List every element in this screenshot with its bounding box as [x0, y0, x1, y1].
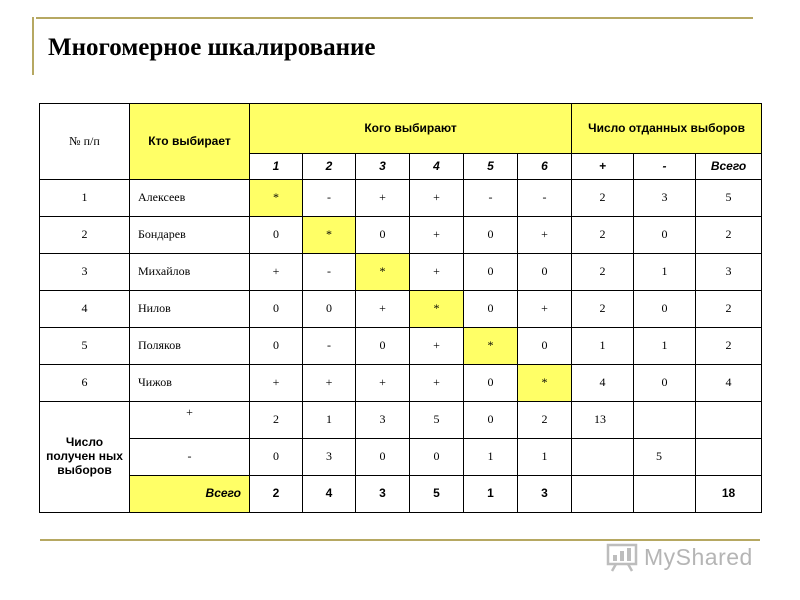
received-plus-row [40, 402, 762, 439]
header-received-choices: Число получен ных выборов [40, 402, 130, 513]
chooser-name: Нилов [130, 291, 250, 328]
subheader-cell: 3 [356, 154, 410, 180]
choice-cell: + [250, 254, 303, 291]
given-minus-cell: 3 [634, 180, 696, 217]
subheader-cell: 4 [410, 154, 464, 180]
scaling-table [39, 103, 762, 513]
given-total-cell: 4 [696, 365, 762, 402]
given-total-cell: 2 [696, 217, 762, 254]
received-minus-label: - [130, 439, 250, 476]
choice-cell: 0 [464, 365, 518, 402]
received-cell: 3 [303, 439, 356, 476]
header-num: № п/п [40, 104, 130, 180]
choice-cell: 0 [518, 328, 572, 365]
choice-cell: + [356, 365, 410, 402]
slide-title: Многомерное шкалирование [48, 34, 376, 61]
chooser-name: Алексеев [130, 180, 250, 217]
choice-cell: + [410, 217, 464, 254]
choice-cell: - [303, 328, 356, 365]
row-number: 6 [40, 365, 130, 402]
given-minus-cell: 0 [634, 365, 696, 402]
subheader-cell: 1 [250, 154, 303, 180]
given-total-cell: 5 [696, 180, 762, 217]
received-cell: 1 [518, 439, 572, 476]
table-row [40, 254, 762, 291]
header-whom-chosen: Кого выбирают [250, 104, 572, 154]
watermark-text: MyShared [644, 543, 753, 570]
choice-cell: 0 [250, 328, 303, 365]
received-cell: 0 [410, 439, 464, 476]
empty-cell [696, 402, 762, 439]
received-total-sum: 18 [696, 476, 762, 513]
chooser-name: Чижов [130, 365, 250, 402]
choice-cell: + [518, 217, 572, 254]
subheader-cell: Всего [696, 154, 762, 180]
received-cell: 0 [464, 402, 518, 439]
choice-cell: 0 [356, 217, 410, 254]
empty-cell [634, 476, 696, 513]
received-total-cell: 4 [303, 476, 356, 513]
given-plus-cell: 2 [572, 291, 634, 328]
given-minus-cell: 1 [634, 328, 696, 365]
choice-cell: * [250, 180, 303, 217]
subheader-cell: 2 [303, 154, 356, 180]
given-plus-cell: 2 [572, 180, 634, 217]
received-total-row [40, 476, 762, 513]
choice-cell: - [518, 180, 572, 217]
chooser-name: Поляков [130, 328, 250, 365]
received-cell: 2 [250, 402, 303, 439]
row-number: 3 [40, 254, 130, 291]
choice-cell: * [518, 365, 572, 402]
choice-cell: - [464, 180, 518, 217]
header-who-chooses: Кто выбирает [130, 104, 250, 180]
choice-cell: 0 [250, 217, 303, 254]
choice-cell: + [410, 180, 464, 217]
choice-cell: + [356, 291, 410, 328]
row-number: 5 [40, 328, 130, 365]
table-row [40, 217, 762, 254]
received-cell: 1 [303, 402, 356, 439]
received-cell: 3 [356, 402, 410, 439]
choice-cell: + [303, 365, 356, 402]
choice-cell: - [303, 180, 356, 217]
row-number: 2 [40, 217, 130, 254]
frame-top-line [36, 17, 753, 19]
frame-left-line [32, 17, 34, 75]
subheader-cell: 5 [464, 154, 518, 180]
table-row [40, 291, 762, 328]
choice-cell: * [410, 291, 464, 328]
choice-cell: 0 [250, 291, 303, 328]
subheader-cell: + [572, 154, 634, 180]
header-given-choices: Число отданных выборов [572, 104, 762, 154]
given-minus-cell: 1 [634, 254, 696, 291]
received-total-cell: 1 [464, 476, 518, 513]
given-plus-cell: 4 [572, 365, 634, 402]
received-cell: 0 [356, 439, 410, 476]
table-row [40, 365, 762, 402]
subheader-cell: - [634, 154, 696, 180]
received-plus-label: + [130, 402, 250, 439]
watermark-logo [606, 541, 753, 573]
choice-cell: 0 [356, 328, 410, 365]
subheader-cell: 6 [518, 154, 572, 180]
received-cell: 2 [518, 402, 572, 439]
given-plus-cell: 1 [572, 328, 634, 365]
received-total-cell: 2 [250, 476, 303, 513]
given-minus-cell: 0 [634, 291, 696, 328]
table-row [40, 180, 762, 217]
received-minus-sum: 5 [634, 439, 696, 476]
choice-cell: * [303, 217, 356, 254]
empty-cell [696, 439, 762, 476]
received-total-cell: 5 [410, 476, 464, 513]
table-row [40, 328, 762, 365]
choice-cell: * [356, 254, 410, 291]
row-number: 4 [40, 291, 130, 328]
received-minus-row [40, 439, 762, 476]
received-cell: 1 [464, 439, 518, 476]
choice-cell: + [410, 365, 464, 402]
choice-cell: 0 [464, 291, 518, 328]
chooser-name: Бондарев [130, 217, 250, 254]
given-total-cell: 2 [696, 328, 762, 365]
chooser-name: Михайлов [130, 254, 250, 291]
choice-cell: + [410, 254, 464, 291]
row-number: 1 [40, 180, 130, 217]
presentation-board-icon [606, 542, 640, 572]
received-total-label: Всего [130, 476, 250, 513]
choice-cell: * [464, 328, 518, 365]
choice-cell: + [518, 291, 572, 328]
choice-cell: + [410, 328, 464, 365]
received-plus-sum: 13 [572, 402, 634, 439]
choice-cell: 0 [464, 254, 518, 291]
given-plus-cell: 2 [572, 217, 634, 254]
received-cell: 0 [250, 439, 303, 476]
choice-cell: 0 [518, 254, 572, 291]
received-total-cell: 3 [356, 476, 410, 513]
choice-cell: + [356, 180, 410, 217]
received-total-cell: 3 [518, 476, 572, 513]
given-total-cell: 2 [696, 291, 762, 328]
given-total-cell: 3 [696, 254, 762, 291]
given-minus-cell: 0 [634, 217, 696, 254]
empty-cell [572, 439, 634, 476]
choice-cell: 0 [464, 217, 518, 254]
empty-cell [634, 402, 696, 439]
given-plus-cell: 2 [572, 254, 634, 291]
received-cell: 5 [410, 402, 464, 439]
empty-cell [572, 476, 634, 513]
choice-cell: + [250, 365, 303, 402]
choice-cell: - [303, 254, 356, 291]
choice-cell: 0 [303, 291, 356, 328]
